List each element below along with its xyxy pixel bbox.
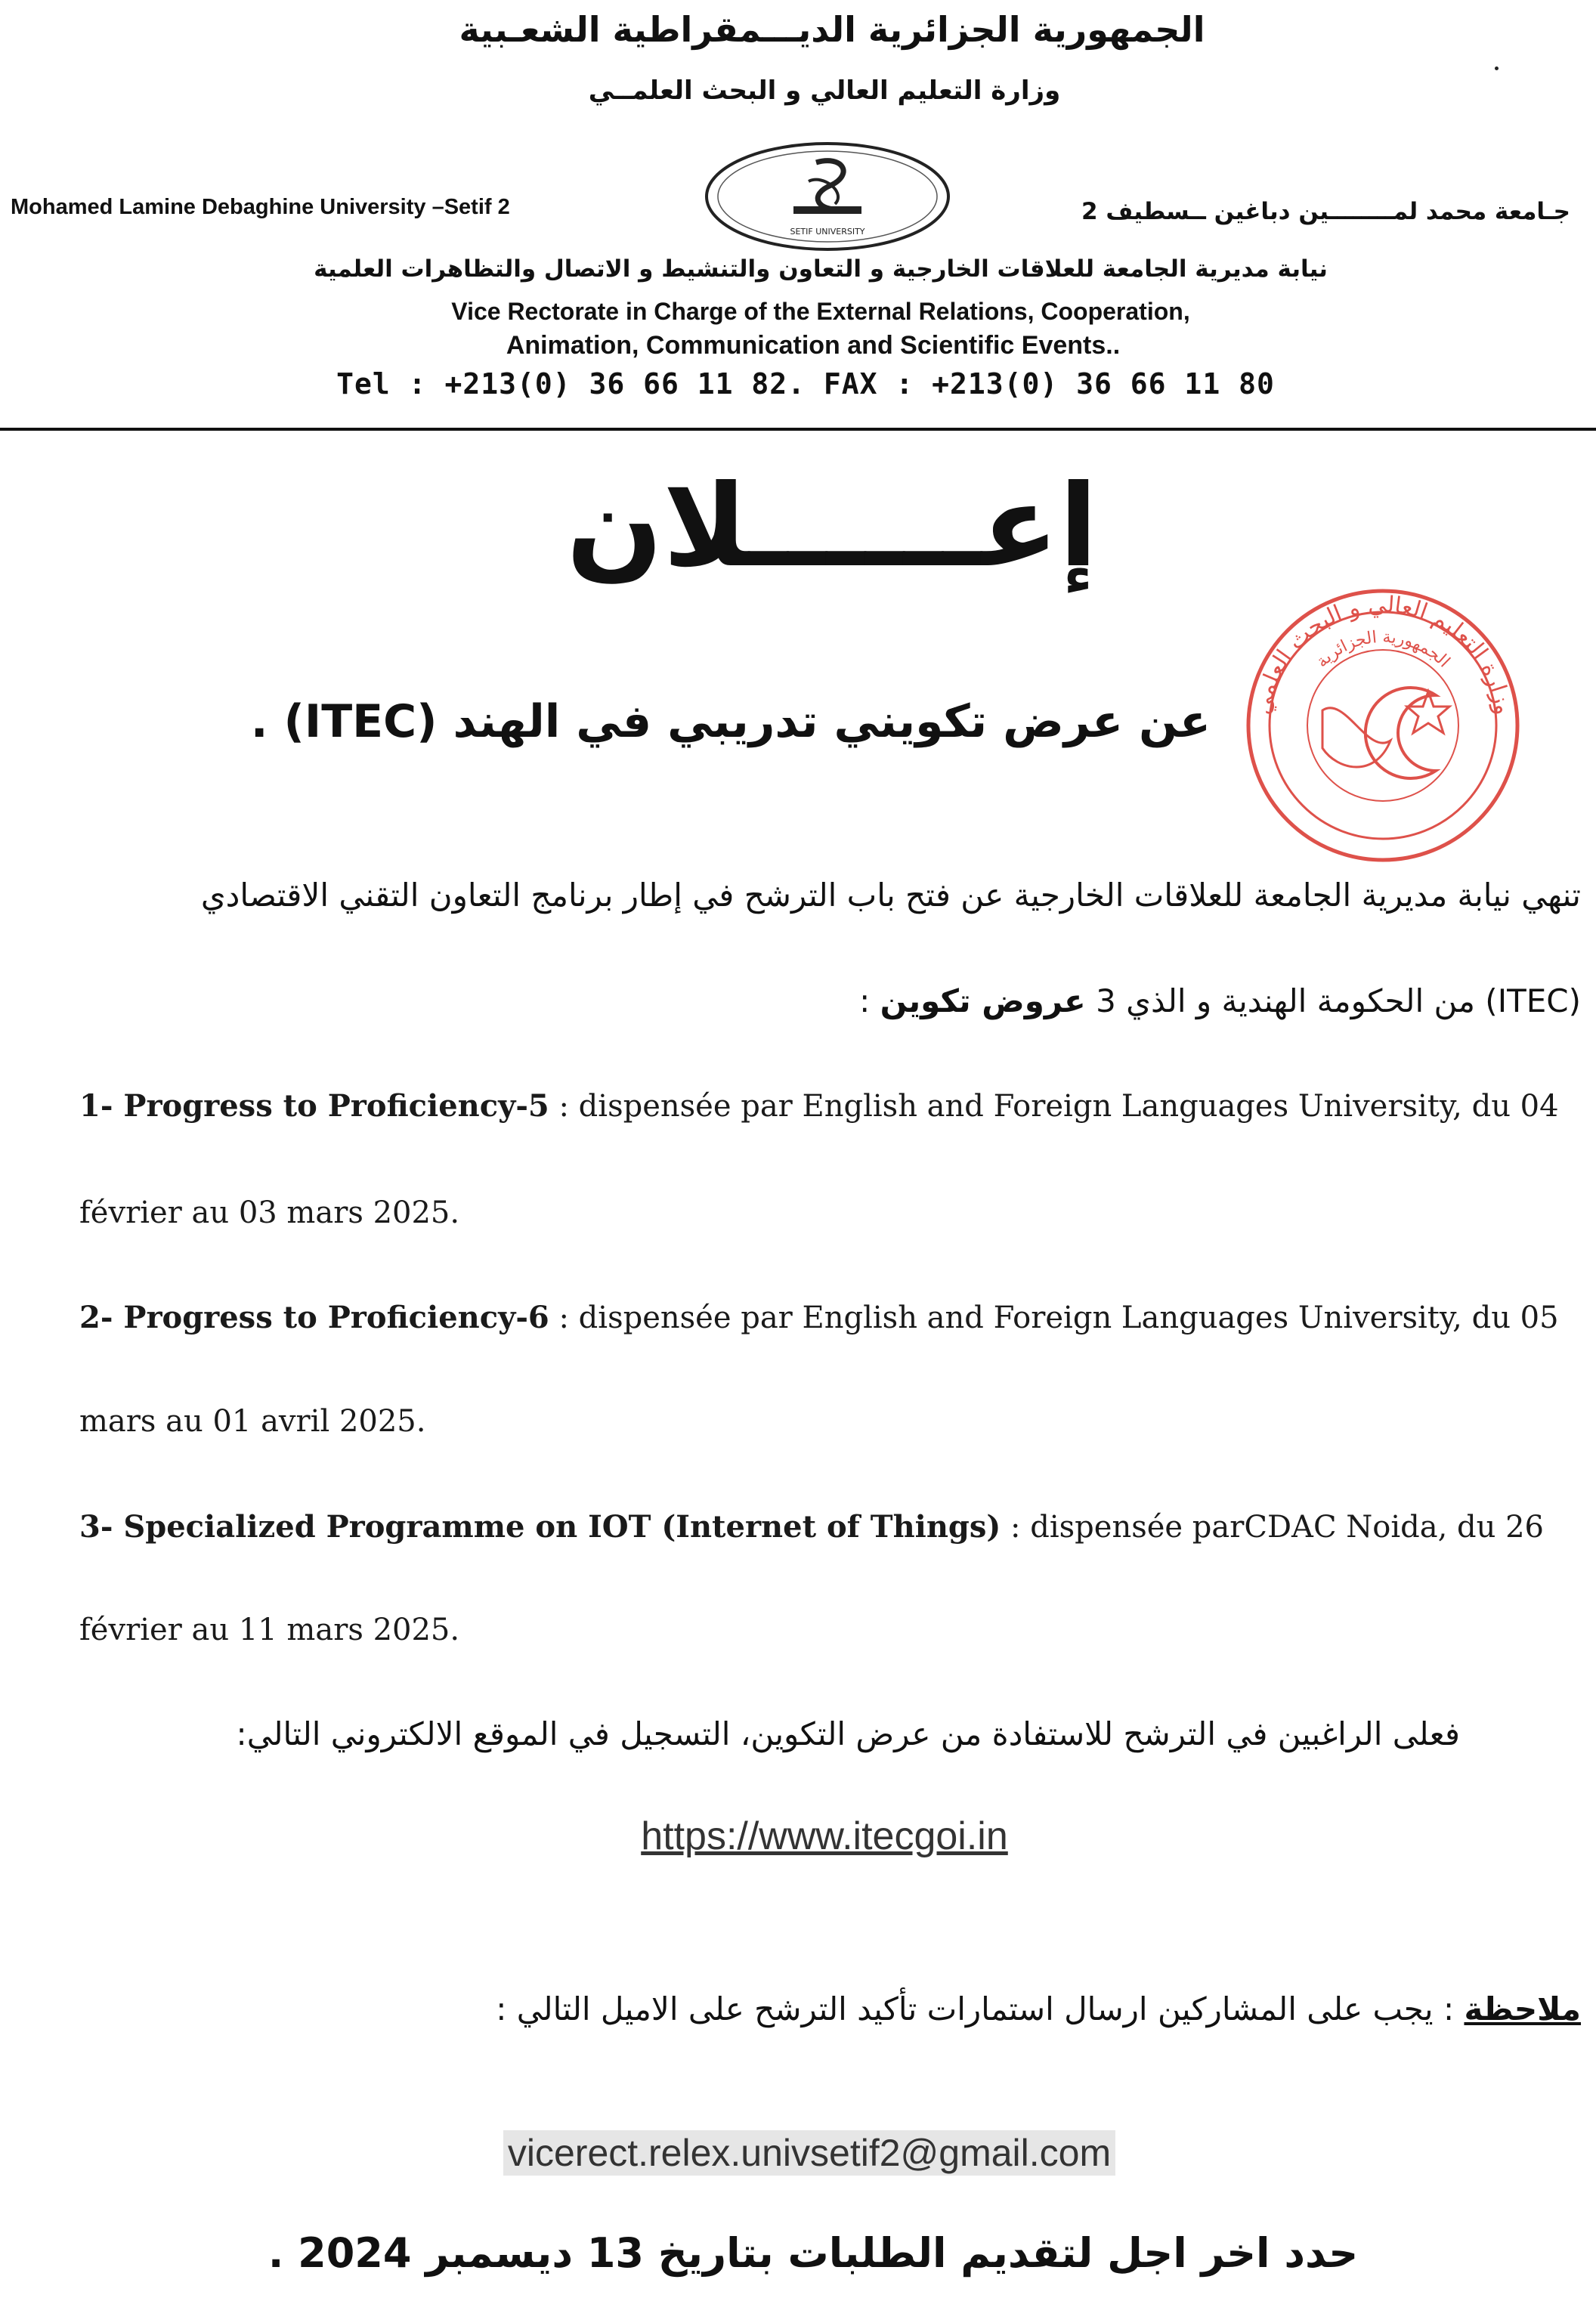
offer-2-line-1 (79, 1300, 1559, 1335)
ministry-title: وزارة التعليم العالي و البحث العلمــي (588, 76, 1061, 106)
intro-line-2-normal: (ITEC) من الحكومة الهندية و الذي 3 (1085, 982, 1581, 1019)
university-name-en: Mohamed Lamine Debaghine University –Setif 2 (11, 195, 510, 219)
announcement-title: إعــــــلان (566, 461, 1098, 592)
vice-rectorate-en-line2: Animation, Communication and Scientific Events.. (506, 331, 1121, 360)
intro-line-2-end: : (859, 982, 880, 1019)
note-label: ملاحظة (1464, 1990, 1581, 2027)
registration-url[interactable] (0, 1814, 1596, 1859)
offer-1-title: 1- Progress to Proficiency-5 (79, 1088, 549, 1124)
intro-line-2-bold: عروض تكوين (880, 982, 1086, 1019)
announcement-subtitle: عن عرض تكويني تدريبي في الهند (ITEC) . (250, 695, 1211, 748)
note-line (496, 1990, 1581, 2027)
contact-email[interactable] (0, 2131, 1596, 2175)
logo-caption: SETIF UNIVERSITY (790, 227, 865, 237)
vice-rectorate-en-line1: Vice Rectorate in Charge of the External Relations, Cooperation, (451, 298, 1190, 325)
offer-3-title: 3- Specialized Programme on IOT (Internet of Things) (79, 1509, 1001, 1545)
intro-line-1: تنهي نيابة مديرية الجامعة للعلاقات الخارجية عن فتح باب الترشح في إطار برنامج التعاون التقني الاقتصادي (200, 877, 1581, 914)
offer-2-details: : dispensée par English and Foreign Languages University, du 05 (549, 1301, 1559, 1335)
stamp-inner-text: الجمهورية الجزائرية (1313, 627, 1454, 672)
registration-link[interactable]: https://www.itecgoi.in (641, 1814, 1008, 1858)
vice-rectorate-ar: نيابة مديرية الجامعة للعلاقات الخارجية و التعاون والتنشيط و الاتصال والتظاهرات العلمية (314, 255, 1328, 283)
intro-line-2 (859, 982, 1581, 1019)
offer-3-line-2: février au 11 mars 2025. (79, 1613, 460, 1647)
offer-1-line-2: février au 03 mars 2025. (79, 1195, 460, 1230)
offer-3-line-1 (79, 1509, 1544, 1545)
offer-2-title: 2- Progress to Proficiency-6 (79, 1300, 549, 1335)
contact-email-link[interactable]: vicerect.relex.univsetif2@gmail.com (503, 2130, 1115, 2176)
republic-title: الجمهورية الجزائرية الديـــمقراطية الشعـبية (459, 9, 1205, 50)
offer-1-details: : dispensée par English and Foreign Languages University, du 04 (549, 1089, 1559, 1124)
deadline: حدد اخر اجل لتقديم الطلبات بتاريخ 13 ديسمبر 2024 . (268, 2229, 1359, 2277)
offer-2-line-2: mars au 01 avril 2025. (79, 1404, 426, 1439)
stamp-outer-text: وزارة التعليم العالي و البحث العلمي (1249, 591, 1517, 717)
university-logo (703, 140, 952, 253)
offer-1-line-1 (79, 1088, 1559, 1124)
note-text: : يجب على المشاركين ارسال استمارات تأكيد الترشح على الاميل التالي : (496, 1990, 1465, 2027)
contact-line: Tel : +213(0) 36 66 11 82. FAX : +213(0) 36 66 11 80 (336, 367, 1275, 401)
offer-3-details: : dispensée parCDAC Noida, du 26 (1001, 1510, 1544, 1545)
header-divider (0, 428, 1596, 431)
scan-mark (1495, 66, 1499, 70)
official-stamp (1239, 582, 1526, 869)
university-name-ar: جـامعة محمد لمــــــــين دباغين ــسطيف 2 (1081, 198, 1570, 225)
application-text: فعلى الراغبين في الترشح للاستفادة من عرض التكوين، التسجيل في الموقع الالكتروني التالي: (236, 1715, 1460, 1752)
